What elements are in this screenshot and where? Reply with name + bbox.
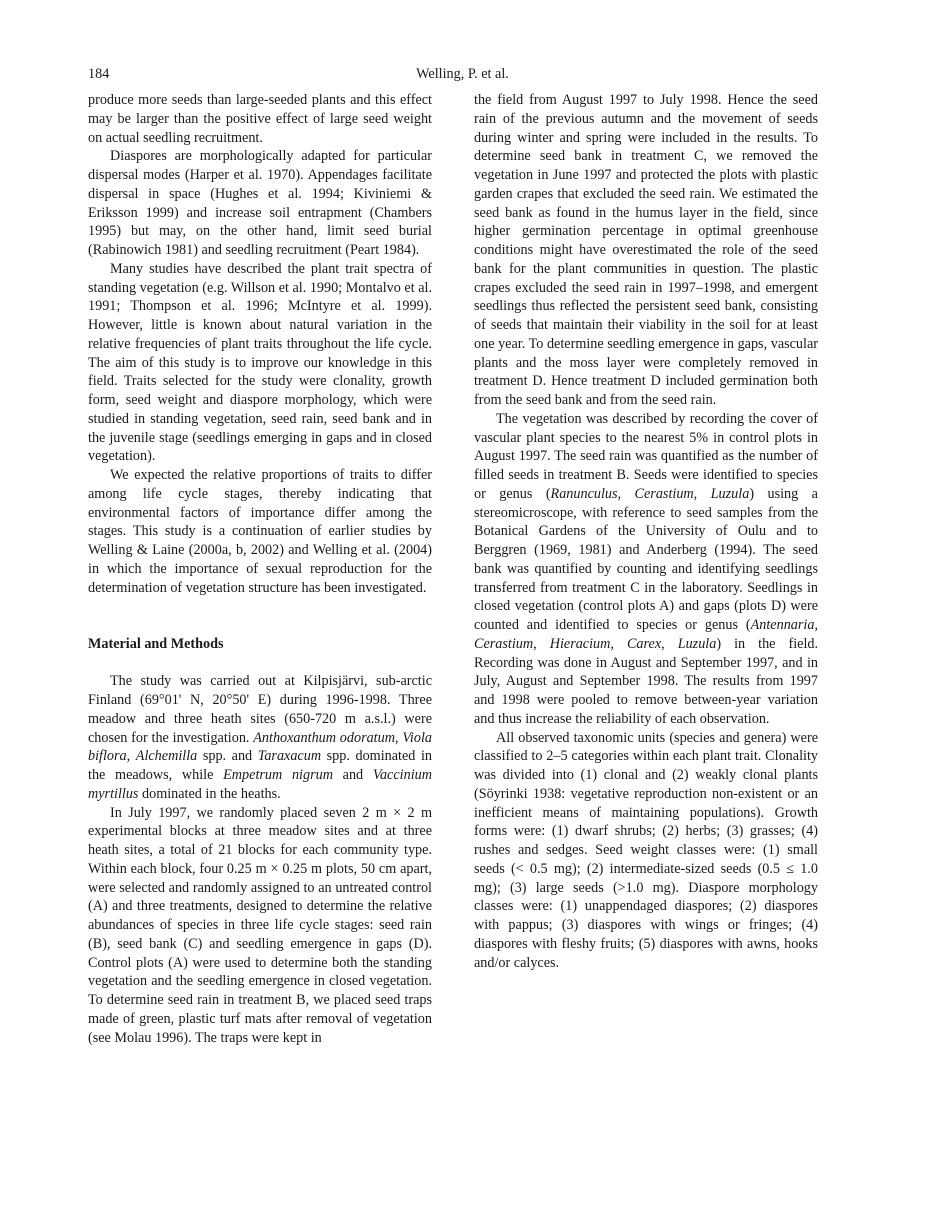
taxon-name: Alchemilla (135, 748, 198, 765)
methods-text (88, 672, 432, 1047)
paragraph (88, 147, 432, 260)
text-run: dominated in the heaths. (138, 785, 281, 802)
text-run: , (394, 729, 403, 746)
paragraph (474, 729, 818, 973)
paragraph (474, 410, 818, 729)
paragraph (88, 260, 432, 466)
paragraph (88, 91, 432, 147)
text-run: In July 1997, we randomly placed seven 2 m × 2 m experimental blocks at three meadow sites and at three heath sites, a total of 21 blocks for each community type. Within each block, four 0.25 m × 0.25 m plots, 50 cm apart, were selected and randomly assigned to an untreated control (A) and three treatments, designed to determine the relative abundances of species in three life cycle stages: seed rain (B), seed bank (C) and seedling emergence in gaps (D). Control plots (A) were used to determine both the standing vegetation and the seedling emergence in closed vegetation. To determine seed rain in treatment B, we placed seed traps made of green, plastic turf mats after removal of vegetation (see Molau 1996). The traps were kept in (88, 804, 432, 1046)
text-run: , (533, 635, 550, 652)
text-run: We expected the relative proportions of traits to differ among life cycle stages, thereby indicating that environmental factors of importance differ among the stages. This study is a continuation of earlier studies by Welling & Laine (2000a, b, 2002) and Welling et al. (2004) in which the importance of sexual reproduction for the determination of vegetation structure has been investigated. (88, 467, 432, 596)
taxon-name: Luzula (677, 635, 717, 652)
text-run: , (814, 617, 818, 633)
methods-text-continued (474, 91, 818, 972)
section-heading: Material and Methods (88, 635, 224, 652)
text-run: spp. dominated in the meadows, while (88, 748, 433, 783)
taxon-name: Carex (626, 635, 662, 652)
taxon-name: Taraxacum (257, 748, 322, 765)
text-run: and (332, 767, 373, 783)
text-run: the field from August 1997 to July 1998. Hence the seed rain of the previous autumn and the movement of seeds during winter and spring were included in the results. To determine seed bank in treatment C, we removed the vegetation in June 1997 and protected the plots with plastic garden crapes that excluded the seed rain. We estimated the seed bank as found in the humus layer in the field, since higher germination percentage in optimal greenhouse conditions might have overestimated the role of the seed bank for the plant communities in question. The plastic crapes excluded the seed rain in 1997–1998, and emergent seedlings thus reflected the persistent seed bank, consisting of seeds that maintain their viability in the soil for at least one year. To determine seedling emergence in gaps, vascular plants and the moss layer were completely removed in treatment D. Hence treatment D included germination both from the seed bank and from the seed rain. (474, 92, 818, 408)
text-run: ) in the field. Recording was done in August and September 1997, and in July, August and September 1998. The results from 1997 and 1998 were pooled to remove between-year variation and thus increase the reliability of each observation. (474, 635, 819, 727)
text-run: , (610, 635, 627, 652)
taxon-name: Luzula (710, 485, 750, 502)
text-run: produce more seeds than large-seeded plants and this effect may be larger than the positive effect of large seed weight on actual seedling recruitment. (88, 92, 432, 146)
taxon-name: Cerastium (634, 485, 694, 502)
left-column (88, 91, 432, 1047)
text-run: Many studies have described the plant trait spectra of standing vegetation (e.g. Willson et al. 1990; Montalvo et al. 1991; Thompson et al. 1996; McIntyre et al. 1999). However, little is known about natural variation in the relative frequencies of plant traits throughout the life cycle. The aim of this study is to improve our knowledge in this field. Traits selected for the study were clonality, growth form, seed weight and diaspore morphology, which were studied in standing vegetation, seed rain, seed bank and in the juvenile stage (seedlings emerging in gaps and in closed vegetation). (88, 260, 432, 465)
paragraph (88, 672, 432, 803)
text-run: , (693, 485, 711, 502)
text-run: The vegetation was described by recording the cover of vascular plant species to the nearest 5% in control plots in August 1997. The seed rain was quantified as the number of filled seeds in treatment B. Seeds were identified to species or genus ( (474, 410, 818, 502)
text-run: All observed taxonomic units (species and genera) were classified to 2–5 categories within each plant trait. Clonality was divided into (1) clonal and (2) weakly clonal plants (Söyrinki 1938: vegetative reproduction non-existent or an inefficient means of maintaining populations). Growth forms were: (1) dwarf shrubs; (2) herbs; (3) grasses; (4) rushes and sedges. Seed weight classes were: (1) small seeds (< 0.5 mg); (2) intermediate-sized seeds (0.5 ≤ 1.0 mg); (3) large seeds (>1.0 mg). Diaspore morphology classes were: (1) unappendaged diaspores; (2) diaspores with pappus; (3) diaspores with wings or fringes; (4) diaspores with fleshy fruits; (5) diaspores with awns, hooks and/or calyces. (474, 729, 818, 971)
paragraph (474, 91, 818, 410)
taxon-name: Anthoxanthum odoratum (253, 729, 395, 746)
taxon-name: Hieracium (549, 635, 611, 652)
taxon-name: Viola biflora (88, 729, 432, 765)
taxon-name: Antennaria (750, 617, 815, 633)
introduction-text (88, 91, 432, 597)
page-number: 184 (88, 66, 110, 82)
text-run: The study was carried out at Kilpisjärvi, sub-arctic Finland (69°01' N, 20°50' E) during 1996-1998. Three meadow and three heath sites (650-720 m a.s.l.) were chosen for the investigation. (88, 673, 432, 746)
running-head: Welling, P. et al. (416, 66, 509, 82)
text-run: spp. and (197, 748, 258, 765)
paragraph (88, 466, 432, 597)
paragraph (88, 804, 432, 1048)
taxon-name: Ranunculus (550, 485, 618, 502)
right-column (474, 91, 818, 972)
text-run: , (617, 485, 635, 502)
text-run: ) using a stereomicroscope, with reference to seed samples from the Botanical Gardens of the University of Oulu and to Berggren (1969, 1981) and Anderberg (1994). The seed bank was quantified by counting and identifying seedlings transferred from treatment C in the laboratory. Seedlings in closed vegetation (control plots A) and gaps (plots D) were counted and identified to species or genus ( (474, 485, 818, 633)
text-run: , (661, 635, 678, 652)
taxon-name: Vaccinium myrtillus (88, 767, 432, 802)
taxon-name: Empetrum nigrum (223, 767, 333, 783)
text-run: , (126, 748, 136, 765)
text-run: Diaspores are morphologically adapted for particular dispersal modes (Harper et al. 1970). Appendages facilitate dispersal in space (Hughes et al. 1994; Kiviniemi & Eriksson 1999) and increase soil entrapment (Chambers 1995) but may, on the other hand, limit seed burial (Rabinowich 1981) and seedling recruitment (Peart 1984). (88, 148, 432, 258)
taxon-name: Cerastium (474, 635, 534, 652)
